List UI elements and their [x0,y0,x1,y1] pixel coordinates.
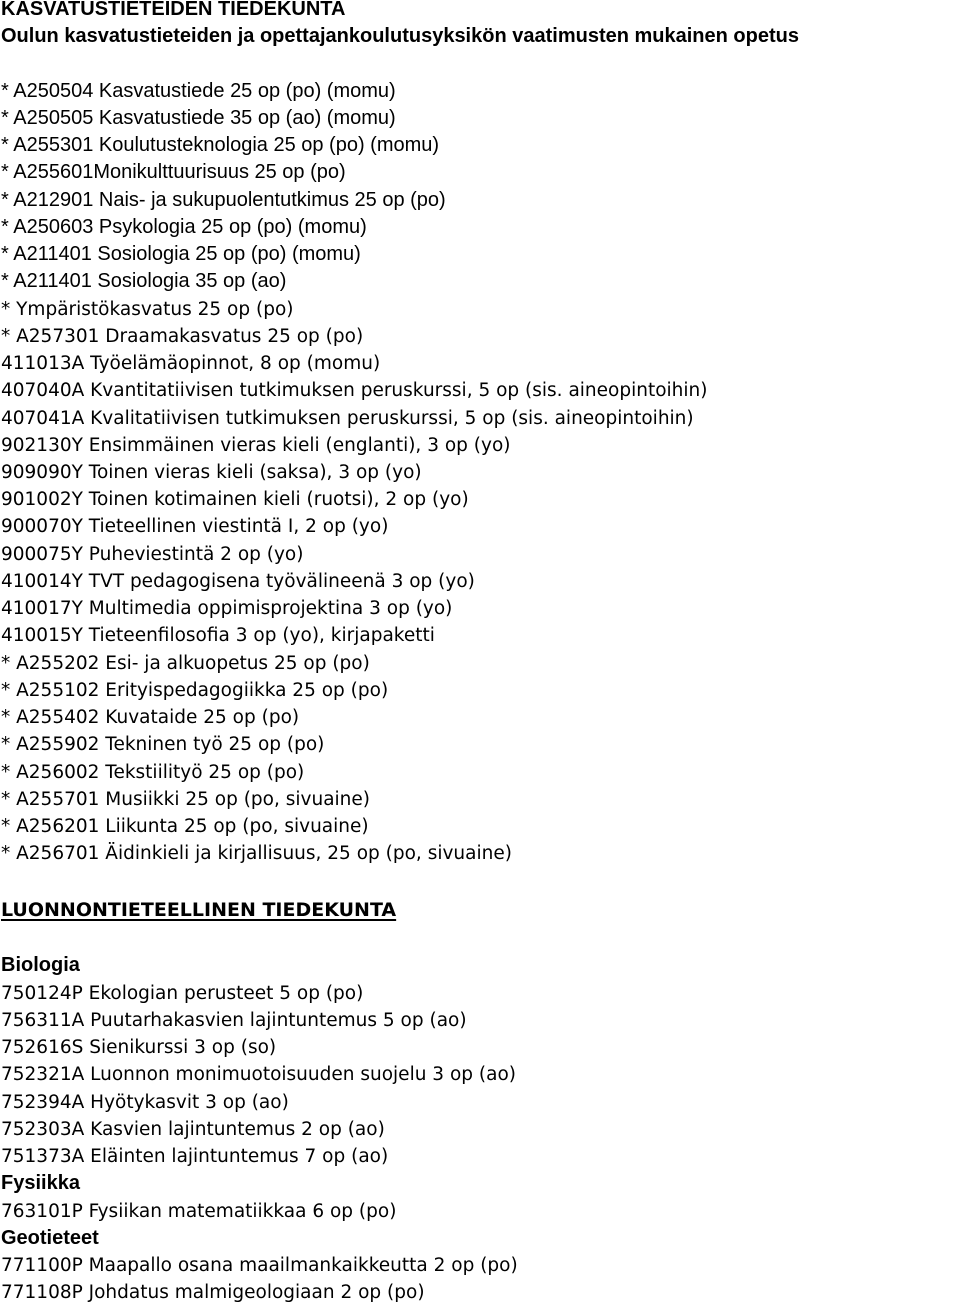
course-line: 752394A Hyötykasvit 3 op (ao) [1,1092,289,1113]
course-line: 900075Y Puheviestintä 2 op (yo) [1,544,304,565]
course-line: * A212901 Nais- ja sukupuolentutkimus 25 op (po) [1,189,446,211]
course-line: 410017Y Multimedia oppimisprojektina 3 op (yo) [1,598,453,619]
course-line: 909090Y Toinen vieras kieli (saksa), 3 op (yo) [1,462,422,483]
course-line: * A211401 Sosiologia 25 op (po) (momu) [1,243,361,265]
course-line: 771108P Johdatus malmigeologiaan 2 op (po) [1,1282,425,1303]
course-line: * A255301 Koulutusteknologia 25 op (po) (momu) [1,134,440,156]
course-line: 751373A Eläinten lajintuntemus 7 op (ao) [1,1146,389,1167]
course-line: 752616S Sienikurssi 3 op (so) [1,1037,277,1058]
course-line: 756311A Puutarhakasvien lajintuntemus 5 op (ao) [1,1010,467,1031]
course-line: 752303A Kasvien lajintuntemus 2 op (ao) [1,1119,385,1140]
course-line: 752321A Luonnon monimuotoisuuden suojelu 3 op (ao) [1,1064,516,1085]
course-line: 410014Y TVT pedagogisena työvälineenä 3 op (yo) [1,571,475,592]
course-line: * A255402 Kuvataide 25 op (po) [1,707,300,728]
course-line: 407040A Kvantitatiivisen tutkimuksen peruskurssi, 5 op (sis. aineopintoihin) [1,380,708,401]
course-line: 901002Y Toinen kotimainen kieli (ruotsi), 2 op (yo) [1,489,469,510]
course-line: * A256201 Liikunta 25 op (po, sivuaine) [1,816,369,837]
course-line: * A255601Monikulttuurisuus 25 op (po) [1,161,346,183]
course-line: 750124P Ekologian perusteet 5 op (po) [1,983,364,1004]
course-line: 410015Y Tieteenfilosofia 3 op (yo), kirjapaketti [1,625,435,646]
course-line: * A257301 Draamakasvatus 25 op (po) [1,326,364,347]
course-line: * A255902 Tekninen työ 25 op (po) [1,734,325,755]
course-line: 763101P Fysiikan matematiikkaa 6 op (po) [1,1201,397,1222]
section-heading: Geotieteet [1,1227,99,1249]
course-line: * A255202 Esi- ja alkuopetus 25 op (po) [1,653,370,674]
faculty-subtitle: Oulun kasvatustieteiden ja opettajankoulutusyksikön vaatimusten mukainen opetus [1,25,799,47]
course-line: * Ympäristökasvatus 25 op (po) [1,299,294,320]
course-line: * A256701 Äidinkieli ja kirjallisuus, 25 op (po, sivuaine) [1,843,512,864]
course-line: * A256002 Tekstiilityö 25 op (po) [1,762,305,783]
course-line: 407041A Kvalitatiivisen tutkimuksen peruskurssi, 5 op (sis. aineopintoihin) [1,408,694,429]
course-line: * A255701 Musiikki 25 op (po, sivuaine) [1,789,370,810]
section-heading: Biologia [1,954,80,976]
faculty-title: LUONNONTIETEELLINEN TIEDEKUNTA [1,899,397,921]
course-line: 411013A Työelämäopinnot, 8 op (momu) [1,353,381,374]
faculty-title: KASVATUSTIETEIDEN TIEDEKUNTA [1,0,346,20]
course-line: * A250504 Kasvatustiede 25 op (po) (momu) [1,80,396,102]
course-line: 900070Y Tieteellinen viestintä I, 2 op (yo) [1,516,389,537]
course-line: * A211401 Sosiologia 35 op (ao) [1,270,287,292]
course-line: 771100P Maapallo osana maailmankaikkeutta 2 op (po) [1,1255,518,1276]
course-line: 902130Y Ensimmäinen vieras kieli (englanti), 3 op (yo) [1,435,511,456]
course-line: * A250603 Psykologia 25 op (po) (momu) [1,216,367,238]
section-heading: Fysiikka [1,1172,80,1194]
course-line: * A255102 Erityispedagogiikka 25 op (po) [1,680,389,701]
course-line: * A250505 Kasvatustiede 35 op (ao) (momu) [1,107,396,129]
